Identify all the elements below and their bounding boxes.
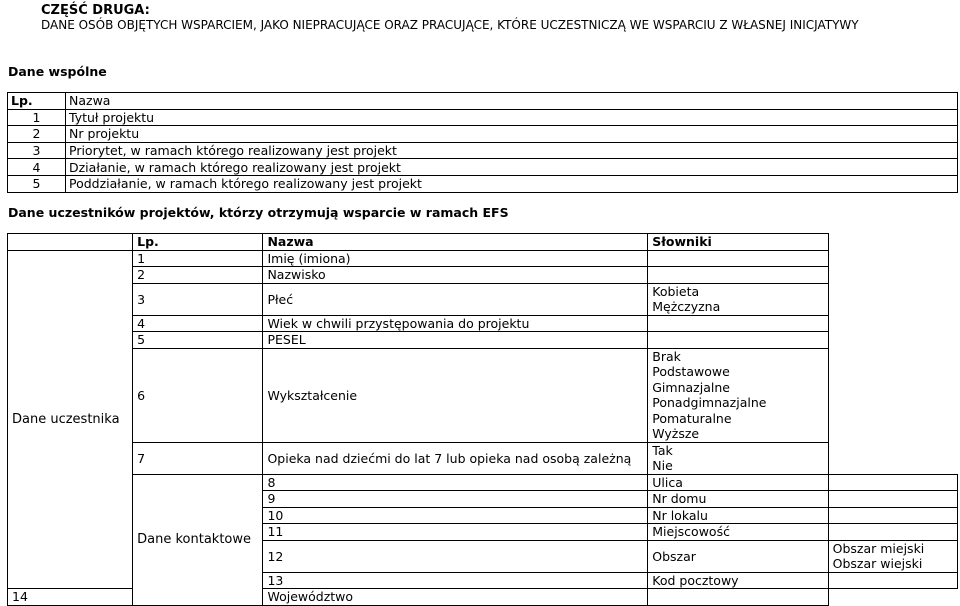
lp-cell: 14 [8, 589, 133, 606]
table-row [8, 142, 958, 159]
dict-cell [828, 507, 957, 524]
group-participant-cell: Dane uczestnika [8, 250, 133, 589]
name-cell: Województwo [263, 589, 648, 606]
part-title: CZĘŚĆ DRUGA: [41, 3, 150, 18]
table-row [8, 474, 958, 491]
lp-cell: 5 [133, 332, 263, 349]
table-row [8, 283, 958, 315]
name-cell: Miejscowość [648, 524, 828, 541]
name-cell: Nr domu [648, 491, 828, 508]
lp-cell: 6 [133, 348, 263, 442]
dict-option: Ponadgimnazjalne [652, 395, 767, 410]
col-dict-header: Słowniki [648, 234, 828, 251]
lp-cell: 13 [263, 572, 648, 589]
table-row [8, 348, 958, 442]
table-row [8, 267, 958, 284]
lp-cell: 11 [263, 524, 648, 541]
participants-table [7, 233, 958, 606]
col-lp-header: Lp. [8, 93, 66, 110]
dict-option: Brak [652, 348, 681, 364]
lp-cell: 4 [133, 315, 263, 332]
lp-cell: 9 [263, 491, 648, 508]
lp-cell: 12 [263, 540, 648, 572]
name-cell: Działanie, w ramach którego realizowany jest projekt [66, 159, 958, 176]
table-row [8, 332, 958, 349]
lp-cell: 8 [263, 474, 648, 491]
dict-cell [648, 267, 828, 284]
name-cell: Imię (imiona) [263, 250, 648, 267]
dict-cell [828, 491, 957, 508]
lp-cell: 2 [8, 126, 66, 143]
dict-option: Mężczyzna [652, 299, 721, 314]
name-cell: Nr projektu [66, 126, 958, 143]
dict-cell [648, 589, 828, 606]
dict-cell [648, 250, 828, 267]
name-cell: PESEL [263, 332, 648, 349]
dict-option: Pomaturalne [652, 410, 732, 426]
lp-cell: 3 [8, 142, 66, 159]
dict-cell [648, 348, 828, 442]
part-subtitle: DANE OSÓB OBJĘTYCH WSPARCIEM, JAKO NIEPRACUJĄCE ORAZ PRACUJĄCE, KTÓRE UCZESTNICZĄ WE WSPARCIU Z WŁASNEJ INICJATYWY [41, 18, 859, 32]
name-cell: Nazwisko [263, 267, 648, 284]
table-row [8, 109, 958, 126]
name-cell: Kod pocztowy [648, 572, 828, 589]
name-cell: Nr lokalu [648, 507, 828, 524]
name-cell: Płeć [263, 283, 648, 315]
name-cell: Poddziałanie, w ramach którego realizowany jest projekt [66, 175, 958, 192]
name-cell: Priorytet, w ramach którego realizowany jest projekt [66, 142, 958, 159]
dict-option: Nie [652, 458, 673, 473]
col-lp-header: Lp. [133, 234, 263, 251]
lp-cell: 1 [8, 109, 66, 126]
dict-cell [648, 332, 828, 349]
table-row [8, 126, 958, 143]
table-row [8, 315, 958, 332]
table-row [8, 250, 958, 267]
lp-cell: 2 [133, 267, 263, 284]
lp-cell: 10 [263, 507, 648, 524]
col-name-header: Nazwa [263, 234, 648, 251]
lp-cell: 7 [133, 442, 263, 474]
table-header-row [8, 93, 958, 110]
name-cell: Wiek w chwili przystępowania do projektu [263, 315, 648, 332]
dict-option: Obszar miejski [832, 540, 925, 556]
name-cell: Wykształcenie [263, 348, 648, 442]
dict-cell [828, 572, 957, 589]
table-header-row [8, 234, 958, 251]
table-row [8, 175, 958, 192]
lp-cell: 3 [133, 283, 263, 315]
name-cell: Ulica [648, 474, 828, 491]
group-spacer [8, 234, 133, 251]
dict-cell [828, 540, 957, 572]
lp-cell: 1 [133, 250, 263, 267]
dict-option: Podstawowe [652, 364, 730, 379]
dict-option: Wyższe [652, 426, 700, 441]
dict-option: Kobieta [652, 283, 700, 299]
dict-cell [648, 442, 828, 474]
name-cell: Obszar [648, 540, 828, 572]
dict-option: Tak [652, 442, 673, 458]
name-cell: Tytuł projektu [66, 109, 958, 126]
table-row [8, 442, 958, 474]
dict-cell [828, 524, 957, 541]
dict-option: Gimnazjalne [652, 379, 730, 395]
common-data-heading: Dane wspólne [8, 64, 107, 79]
table-row [8, 159, 958, 176]
lp-cell: 4 [8, 159, 66, 176]
dict-cell [648, 315, 828, 332]
dict-option: Obszar wiejski [832, 556, 923, 571]
common-data-table [7, 92, 958, 193]
col-name-header: Nazwa [66, 93, 958, 110]
dict-cell [648, 283, 828, 315]
participants-heading: Dane uczestników projektów, którzy otrzymują wsparcie w ramach EFS [8, 205, 509, 220]
name-cell: Opieka nad dziećmi do lat 7 lub opieka nad osobą zależną [263, 442, 648, 474]
group-contact-cell: Dane kontaktowe [133, 474, 263, 605]
dict-cell [828, 474, 957, 491]
lp-cell: 5 [8, 175, 66, 192]
